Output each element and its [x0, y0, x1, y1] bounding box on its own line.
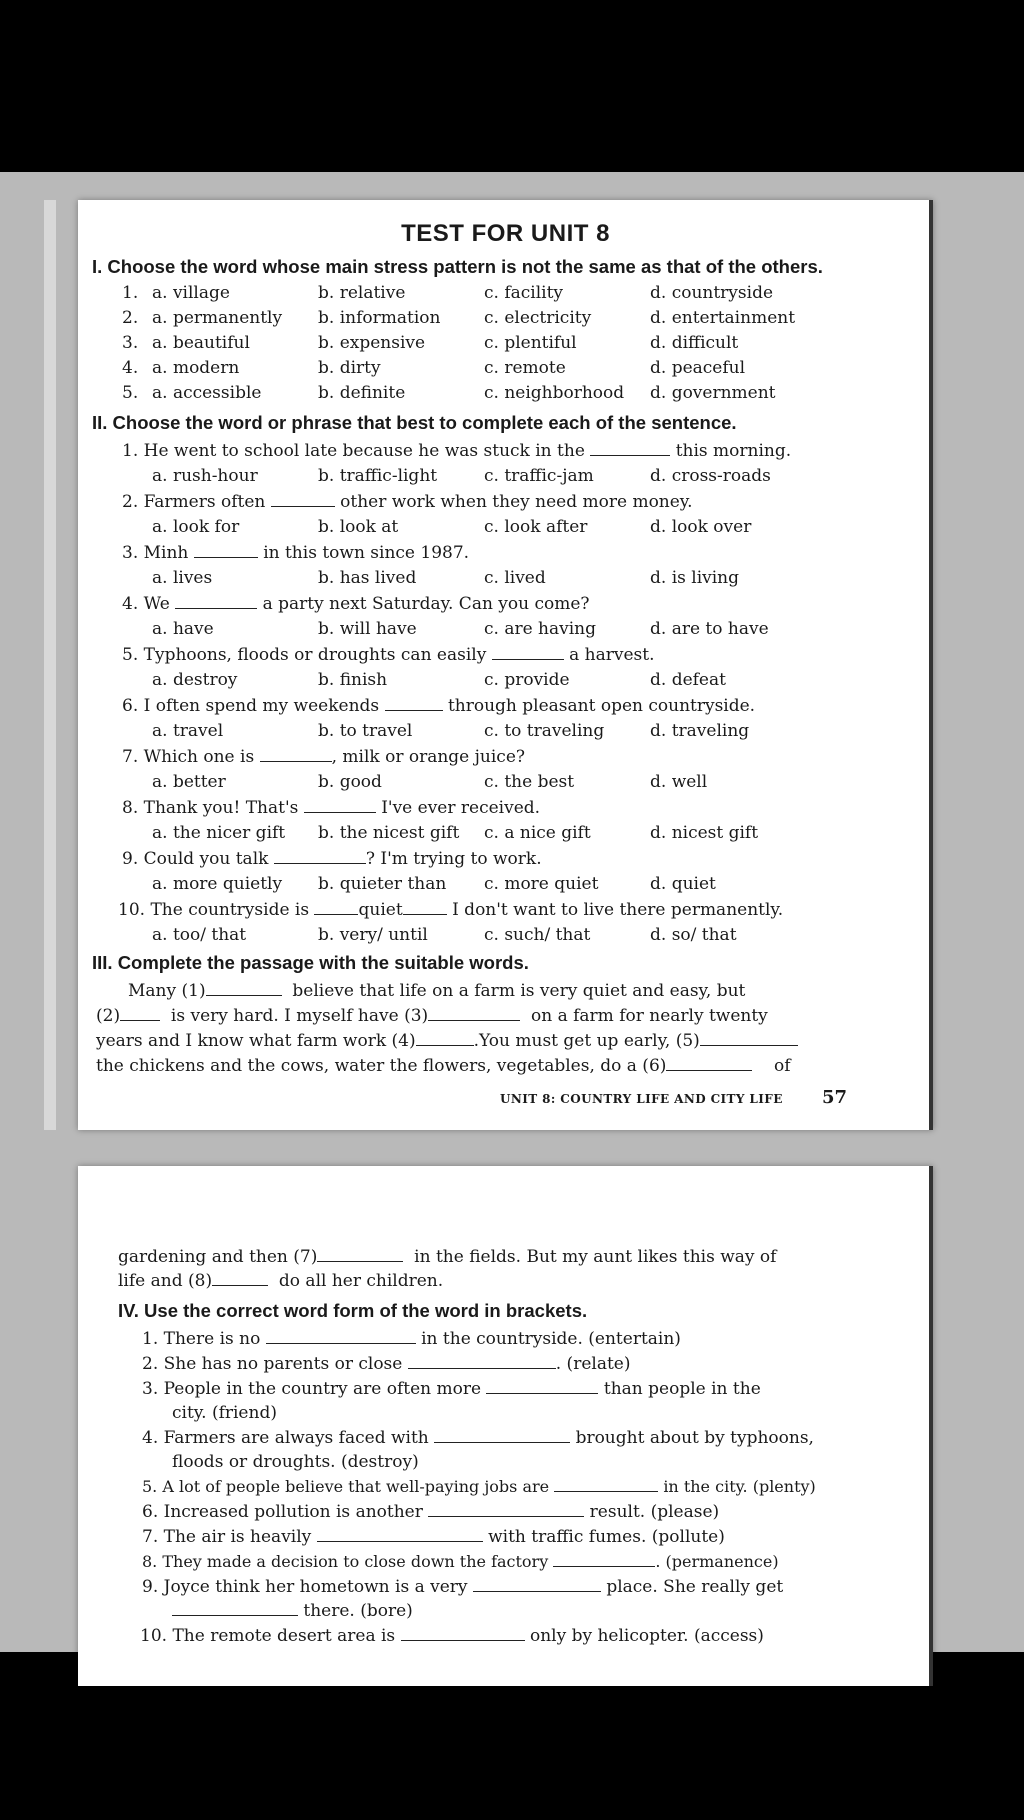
- question-part: 6. I often spend my weekends: [122, 696, 380, 716]
- answer-blank: [317, 1527, 483, 1542]
- passage-line: [118, 1270, 443, 1292]
- question-text: [122, 593, 590, 615]
- item-text: . (permanence): [655, 1552, 779, 1571]
- option-b: b. will have: [318, 619, 417, 639]
- answer-blank: [408, 1354, 556, 1369]
- running-footer: UNIT 8: COUNTRY LIFE AND CITY LIFE: [500, 1092, 783, 1106]
- option-d: d. are to have: [650, 619, 769, 639]
- answer-blank: [314, 900, 358, 915]
- question-text: [122, 440, 791, 462]
- option-b: b. expensive: [318, 333, 426, 353]
- option-d: d. quiet: [650, 874, 716, 894]
- section-2-heading: II. Choose the word or phrase that best to complete each of the sentence.: [92, 412, 737, 433]
- option-d: d. peaceful: [650, 358, 746, 378]
- passage-text: believe that life on a farm is very quiet and easy, but: [292, 981, 746, 1001]
- option-c: c. provide: [484, 670, 570, 690]
- option-a: a. destroy: [152, 670, 238, 690]
- question-part: 10. The countryside is: [118, 900, 310, 920]
- question-text: [118, 899, 783, 921]
- passage-text: Many (1): [128, 981, 206, 1001]
- option-a: a. accessible: [152, 383, 262, 403]
- question-text: [122, 746, 525, 768]
- option-c: c. more quiet: [484, 874, 599, 894]
- page-number: 57: [822, 1087, 848, 1108]
- question-part: through pleasant open countryside.: [447, 696, 756, 716]
- item-number: 4.: [122, 358, 139, 378]
- question-part: 3. Minh: [122, 543, 189, 563]
- word-form-item: [142, 1378, 761, 1400]
- option-a: a. too/ that: [152, 925, 247, 945]
- option-b: b. finish: [318, 670, 388, 690]
- passage-text: is very hard. I myself have (3): [170, 1006, 429, 1026]
- option-a: a. lives: [152, 568, 213, 588]
- option-d: d. traveling: [650, 721, 750, 741]
- passage-text: (2): [96, 1006, 121, 1026]
- option-c: c. facility: [484, 283, 564, 303]
- word-form-item: [142, 1476, 816, 1498]
- answer-blank: [486, 1379, 598, 1394]
- option-b: b. very/ until: [318, 925, 428, 945]
- page-title: TEST FOR UNIT 8: [401, 220, 610, 247]
- option-d: d. government: [650, 383, 776, 403]
- answer-blank: [428, 1502, 584, 1517]
- option-b: b. to travel: [318, 721, 413, 741]
- question-text: [122, 848, 542, 870]
- option-b: b. information: [318, 308, 441, 328]
- item-text: result. (please): [589, 1502, 720, 1522]
- word-form-item-cont: city. (friend): [172, 1403, 277, 1423]
- item-text: . (relate): [555, 1354, 631, 1374]
- option-d: d. entertainment: [650, 308, 796, 328]
- page-gutter: [44, 200, 56, 1130]
- question-part: 5. Typhoons, floods or droughts can easily: [122, 645, 487, 665]
- option-c: c. to traveling: [484, 721, 605, 741]
- question-part: , milk or orange juice?: [331, 747, 525, 767]
- option-b: b. quieter than: [318, 874, 447, 894]
- item-text: 1. There is no: [142, 1329, 261, 1349]
- passage-text: life and (8): [118, 1271, 213, 1291]
- passage-text: of: [774, 1056, 791, 1076]
- question-text: [122, 491, 693, 513]
- option-a: a. rush-hour: [152, 466, 258, 486]
- passage-line: [128, 980, 745, 1002]
- item-text: 7. The air is heavily: [142, 1527, 312, 1547]
- answer-blank: [590, 441, 670, 456]
- option-a: a. better: [152, 772, 226, 792]
- option-a: a. more quietly: [152, 874, 283, 894]
- answer-blank: [700, 1031, 798, 1046]
- question-text: [122, 542, 469, 564]
- answer-blank: [274, 849, 366, 864]
- option-d: d. so/ that: [650, 925, 737, 945]
- question-part: a harvest.: [569, 645, 655, 665]
- page-edge: [929, 200, 933, 1130]
- item-text: there. (bore): [303, 1601, 413, 1621]
- passage-line: [118, 1246, 776, 1268]
- option-d: d. well: [650, 772, 708, 792]
- answer-blank: [266, 1329, 416, 1344]
- item-text: 2. She has no parents or close: [142, 1354, 403, 1374]
- item-number: 5.: [122, 383, 139, 403]
- section-4-heading: IV. Use the correct word form of the word in brackets.: [118, 1300, 588, 1321]
- option-d: d. countryside: [650, 283, 774, 303]
- page-58: [78, 1166, 933, 1686]
- word-form-item: [142, 1526, 725, 1548]
- question-part: a party next Saturday. Can you come?: [262, 594, 590, 614]
- question-part: 4. We: [122, 594, 170, 614]
- option-a: a. have: [152, 619, 214, 639]
- answer-blank: [212, 1271, 268, 1286]
- page-57: [78, 200, 933, 1130]
- passage-line: [96, 1055, 791, 1077]
- answer-blank: [434, 1428, 570, 1443]
- item-text: 3. People in the country are often more: [142, 1379, 482, 1399]
- word-form-item-cont: floods or droughts. (destroy): [172, 1452, 419, 1472]
- answer-blank: [260, 747, 332, 762]
- answer-blank: [385, 696, 443, 711]
- passage-text: on a farm for nearly twenty: [530, 1006, 768, 1026]
- item-text: 8. They made a decision to close down the factory: [142, 1552, 549, 1571]
- option-d: d. difficult: [650, 333, 739, 353]
- item-text: 9. Joyce think her hometown is a very: [142, 1577, 468, 1597]
- passage-text: .You must get up early, (5): [473, 1031, 700, 1051]
- answer-blank: [194, 543, 258, 558]
- question-part: other work when they need more money.: [340, 492, 693, 512]
- answer-blank: [553, 1552, 655, 1567]
- option-a: a. the nicer gift: [152, 823, 286, 843]
- option-c: c. are having: [484, 619, 597, 639]
- option-c: c. electricity: [484, 308, 592, 328]
- item-number: 1.: [122, 283, 139, 303]
- answer-blank: [473, 1577, 601, 1592]
- option-c: c. neighborhood: [484, 383, 625, 403]
- question-part: 7. Which one is: [122, 747, 255, 767]
- item-text: than people in the: [603, 1379, 761, 1399]
- option-b: b. dirty: [318, 358, 381, 378]
- item-text: 5. A lot of people believe that well-paying jobs are: [142, 1477, 550, 1496]
- word-form-item: [142, 1353, 630, 1375]
- answer-blank: [666, 1056, 752, 1071]
- answer-blank: [206, 981, 282, 996]
- item-text: 6. Increased pollution is another: [142, 1502, 423, 1522]
- answer-blank: [304, 798, 376, 813]
- option-c: c. remote: [484, 358, 566, 378]
- option-b: b. good: [318, 772, 382, 792]
- passage-text: years and I know what farm work (4): [96, 1031, 416, 1051]
- word-form-item: [142, 1328, 681, 1350]
- item-number: 3.: [122, 333, 139, 353]
- passage-line: [96, 1030, 798, 1052]
- passage-text: gardening and then (7): [118, 1247, 318, 1267]
- item-text: in the city. (plenty): [663, 1477, 816, 1496]
- item-text: in the countryside. (entertain): [421, 1329, 681, 1349]
- question-part: in this town since 1987.: [263, 543, 470, 563]
- item-text: brought about by typhoons,: [575, 1428, 814, 1448]
- option-c: c. plentiful: [484, 333, 577, 353]
- question-part: ? I'm trying to work.: [365, 849, 542, 869]
- option-d: d. defeat: [650, 670, 726, 690]
- word-form-item: [140, 1625, 764, 1647]
- question-part: 9. Could you talk: [122, 849, 269, 869]
- question-part: quiet: [358, 900, 403, 920]
- answer-blank: [172, 1601, 298, 1616]
- answer-blank: [492, 645, 564, 660]
- option-a: a. look for: [152, 517, 240, 537]
- option-c: c. the best: [484, 772, 575, 792]
- answer-blank: [428, 1006, 520, 1021]
- item-text: with traffic fumes. (pollute): [488, 1527, 725, 1547]
- answer-blank: [175, 594, 257, 609]
- answer-blank: [317, 1247, 403, 1262]
- question-text: [122, 644, 655, 666]
- answer-blank: [271, 492, 335, 507]
- option-c: c. a nice gift: [484, 823, 591, 843]
- word-form-item: [142, 1501, 719, 1523]
- option-d: d. is living: [650, 568, 740, 588]
- question-part: I've ever received.: [381, 798, 541, 818]
- question-text: [122, 797, 540, 819]
- option-b: b. definite: [318, 383, 406, 403]
- option-b: b. has lived: [318, 568, 417, 588]
- item-number: 2.: [122, 308, 139, 328]
- passage-text: in the fields. But my aunt likes this way of: [414, 1247, 777, 1267]
- question-part: I don't want to live there permanently.: [452, 900, 784, 920]
- passage-text: the chickens and the cows, water the flowers, vegetables, do a (6): [96, 1056, 667, 1076]
- answer-blank: [554, 1477, 658, 1492]
- answer-blank: [416, 1031, 474, 1046]
- item-text: only by helicopter. (access): [529, 1626, 764, 1646]
- option-d: d. look over: [650, 517, 752, 537]
- question-part: this morning.: [675, 441, 792, 461]
- option-c: c. look after: [484, 517, 588, 537]
- item-text: 10. The remote desert area is: [140, 1626, 396, 1646]
- item-text: 4. Farmers are always faced with: [142, 1428, 429, 1448]
- option-a: a. village: [152, 283, 230, 303]
- question-part: 2. Farmers often: [122, 492, 266, 512]
- option-d: d. cross-roads: [650, 466, 771, 486]
- item-text: place. She really get: [606, 1577, 784, 1597]
- answer-blank: [403, 900, 447, 915]
- option-b: b. relative: [318, 283, 406, 303]
- section-3-heading: III. Complete the passage with the suitable words.: [92, 952, 529, 973]
- word-form-item: [142, 1551, 779, 1573]
- option-b: b. the nicest gift: [318, 823, 460, 843]
- question-text: [122, 695, 755, 717]
- option-c: c. lived: [484, 568, 546, 588]
- option-b: b. look at: [318, 517, 399, 537]
- section-1-heading: I. Choose the word whose main stress pattern is not the same as that of the others.: [92, 256, 823, 277]
- option-c: c. traffic-jam: [484, 466, 594, 486]
- question-part: 1. He went to school late because he was stuck in the: [122, 441, 585, 461]
- option-c: c. such/ that: [484, 925, 591, 945]
- option-b: b. traffic-light: [318, 466, 438, 486]
- answer-blank: [120, 1006, 160, 1021]
- passage-line: [96, 1005, 768, 1027]
- question-part: 8. Thank you! That's: [122, 798, 299, 818]
- option-d: d. nicest gift: [650, 823, 759, 843]
- option-a: a. travel: [152, 721, 224, 741]
- option-a: a. modern: [152, 358, 240, 378]
- answer-blank: [401, 1626, 525, 1641]
- page-edge: [929, 1166, 933, 1686]
- option-a: a. beautiful: [152, 333, 250, 353]
- word-form-item-cont: [172, 1600, 413, 1622]
- word-form-item: [142, 1427, 814, 1449]
- word-form-item: [142, 1576, 783, 1598]
- option-a: a. permanently: [152, 308, 283, 328]
- passage-text: do all her children.: [278, 1271, 444, 1291]
